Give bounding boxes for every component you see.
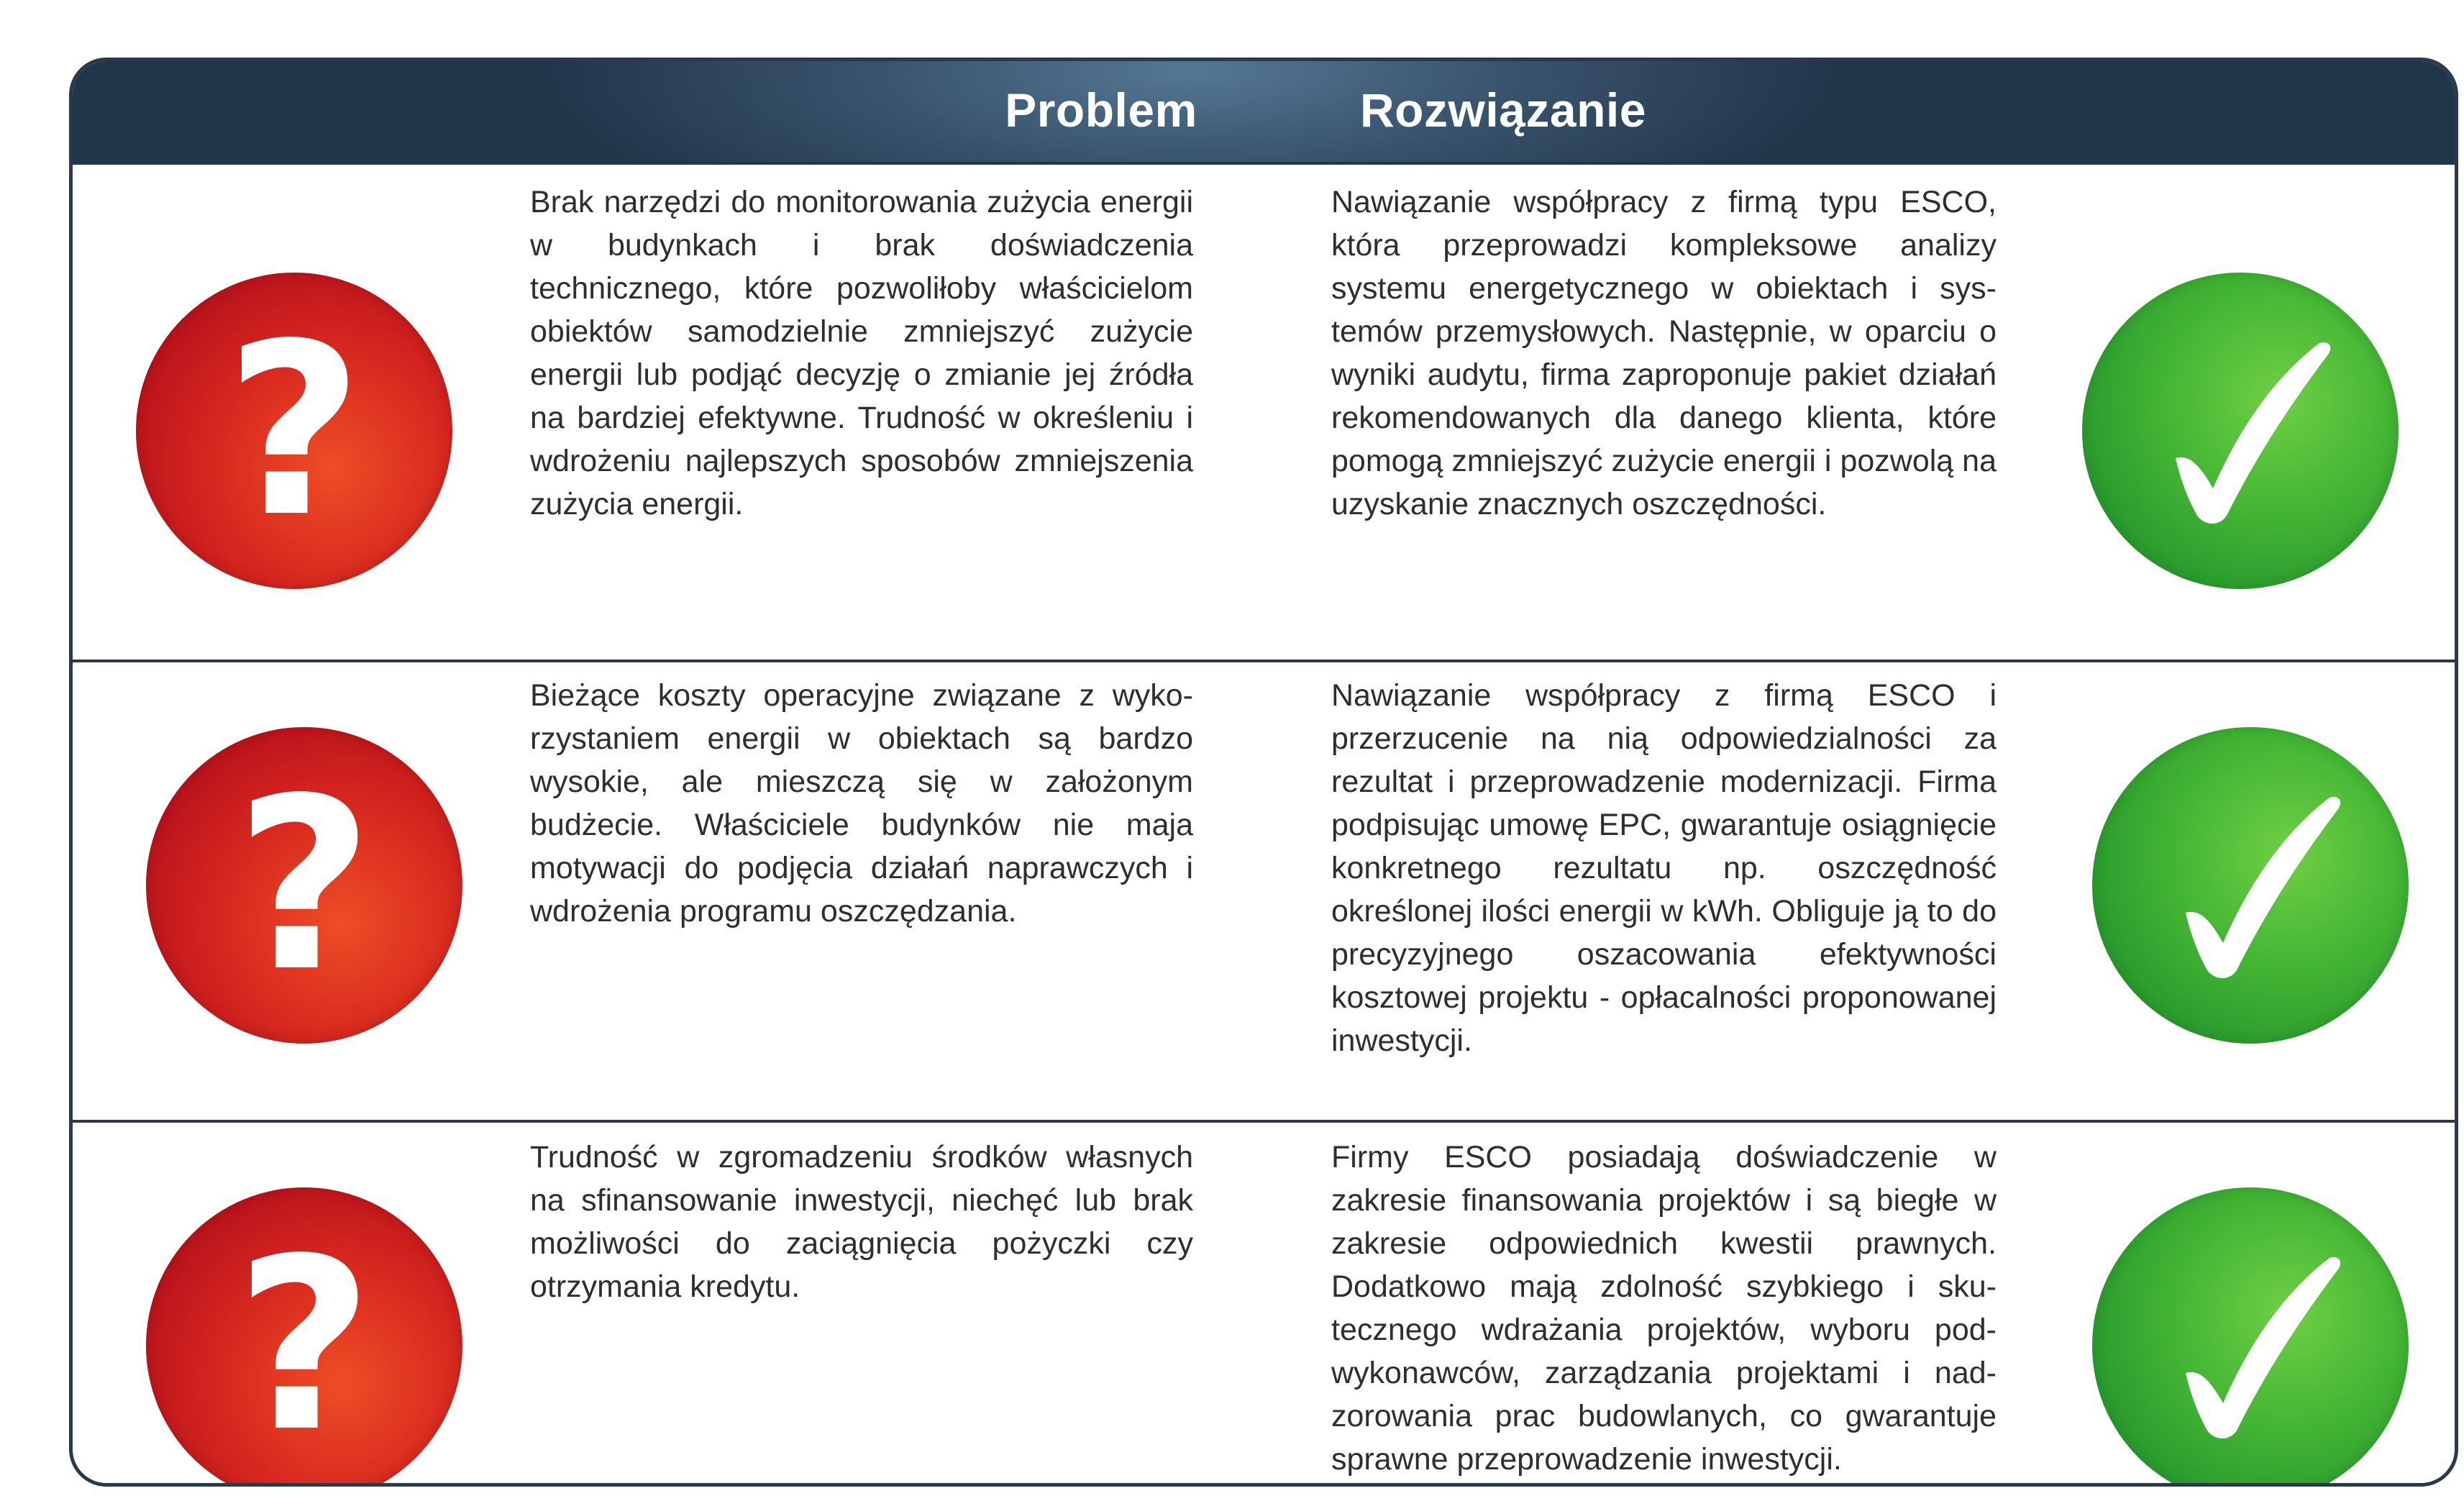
table-header [73,61,2455,165]
solution-text: Nawiązanie współpracy z firmą ESCO i przerzucenie na nią odpowiedzialności za rezultat i przeprowadzenie modernizacji. Firma podpisując umowę EPC, gwarantuje osiągnięcie konkretnego rezultatu np. oszczędność określonej ilości energii w kWh. Obliguje ją to do precyzyjnego oszacowania efektywności kosztowej projektu - opłacalności proponowanej inwestycji. [1331,678,1997,1058]
problem-text: Bieżące koszty operacyjne związane z wykorzystaniem energii w obiektach są bardzo wysokie, ale mieszczą się w założonym budżecie. Właściciele budynków nie maja motywacji do podjęcia działań naprawczych i wdrożenia programu oszczędzania. [530,678,1193,929]
solution-text: Firmy ESCO posiadają doświadczenie w zakresie finansowania projektów i są biegłe w zakresie odpowiednich kwestii prawnych. Dodatkowo mają zdolność szybkiego i skutecznego wdrażania projektów, wyboru podwykonawców, zarządzania projektami i nadzorowania prac budowlanych, co gwarantuje sprawne przeprowadzenie inwestycji. [1331,1140,1997,1477]
checkmark-icon [2092,1187,2409,1487]
table-row [73,662,2455,1123]
question-mark-icon [146,727,462,1044]
problem-text: Trudność w zgromadzeniu środków własnych na sfinansowanie inwestycji, niechęć lub brak możliwości do zaciągnięcia pożyczki czy otrzymania kredytu. [530,1140,1193,1304]
problem-column-heading: Problem [1005,83,1197,137]
question-mark-icon [136,273,452,589]
problem-text: Brak narzędzi do monitorowania zużycia energii w budynkach i brak doświadczenia technicznego, które pozwoliłoby właścicielom obiektów samodzielnie zmniejszyć zużycie energii lub podjąć decyzję o zmianie jej źródła na bardziej efektywne. Trudność w określeniu i wdrożeniu najlepszych sposobów zmniejszenia zużycia energii. [530,185,1193,521]
question-mark-icon [146,1187,462,1487]
problem-solution-table [69,58,2458,1487]
checkmark-icon [2092,727,2409,1044]
solution-column-heading: Rozwiązanie [1360,83,1646,137]
table-row [73,165,2455,662]
question-mark-glyph: ? [225,293,363,569]
question-mark-glyph: ? [235,747,373,1023]
checkmark-icon [2082,273,2399,589]
table-row [73,1123,2455,1487]
question-mark-glyph: ? [235,1208,373,1484]
solution-text: Nawiązanie współpracy z firmą typu ESCO, która przeprowadzi kompleksowe analizy systemu energetycznego w obiektach i systemów przemysłowych. Następnie, w oparciu o wyniki audytu, firma zaproponuje pakiet działań rekomendowanych dla danego klienta, które pomogą zmniejszyć zużycie energii i pozwolą na uzyskanie znacznych oszczędności. [1331,185,1997,521]
